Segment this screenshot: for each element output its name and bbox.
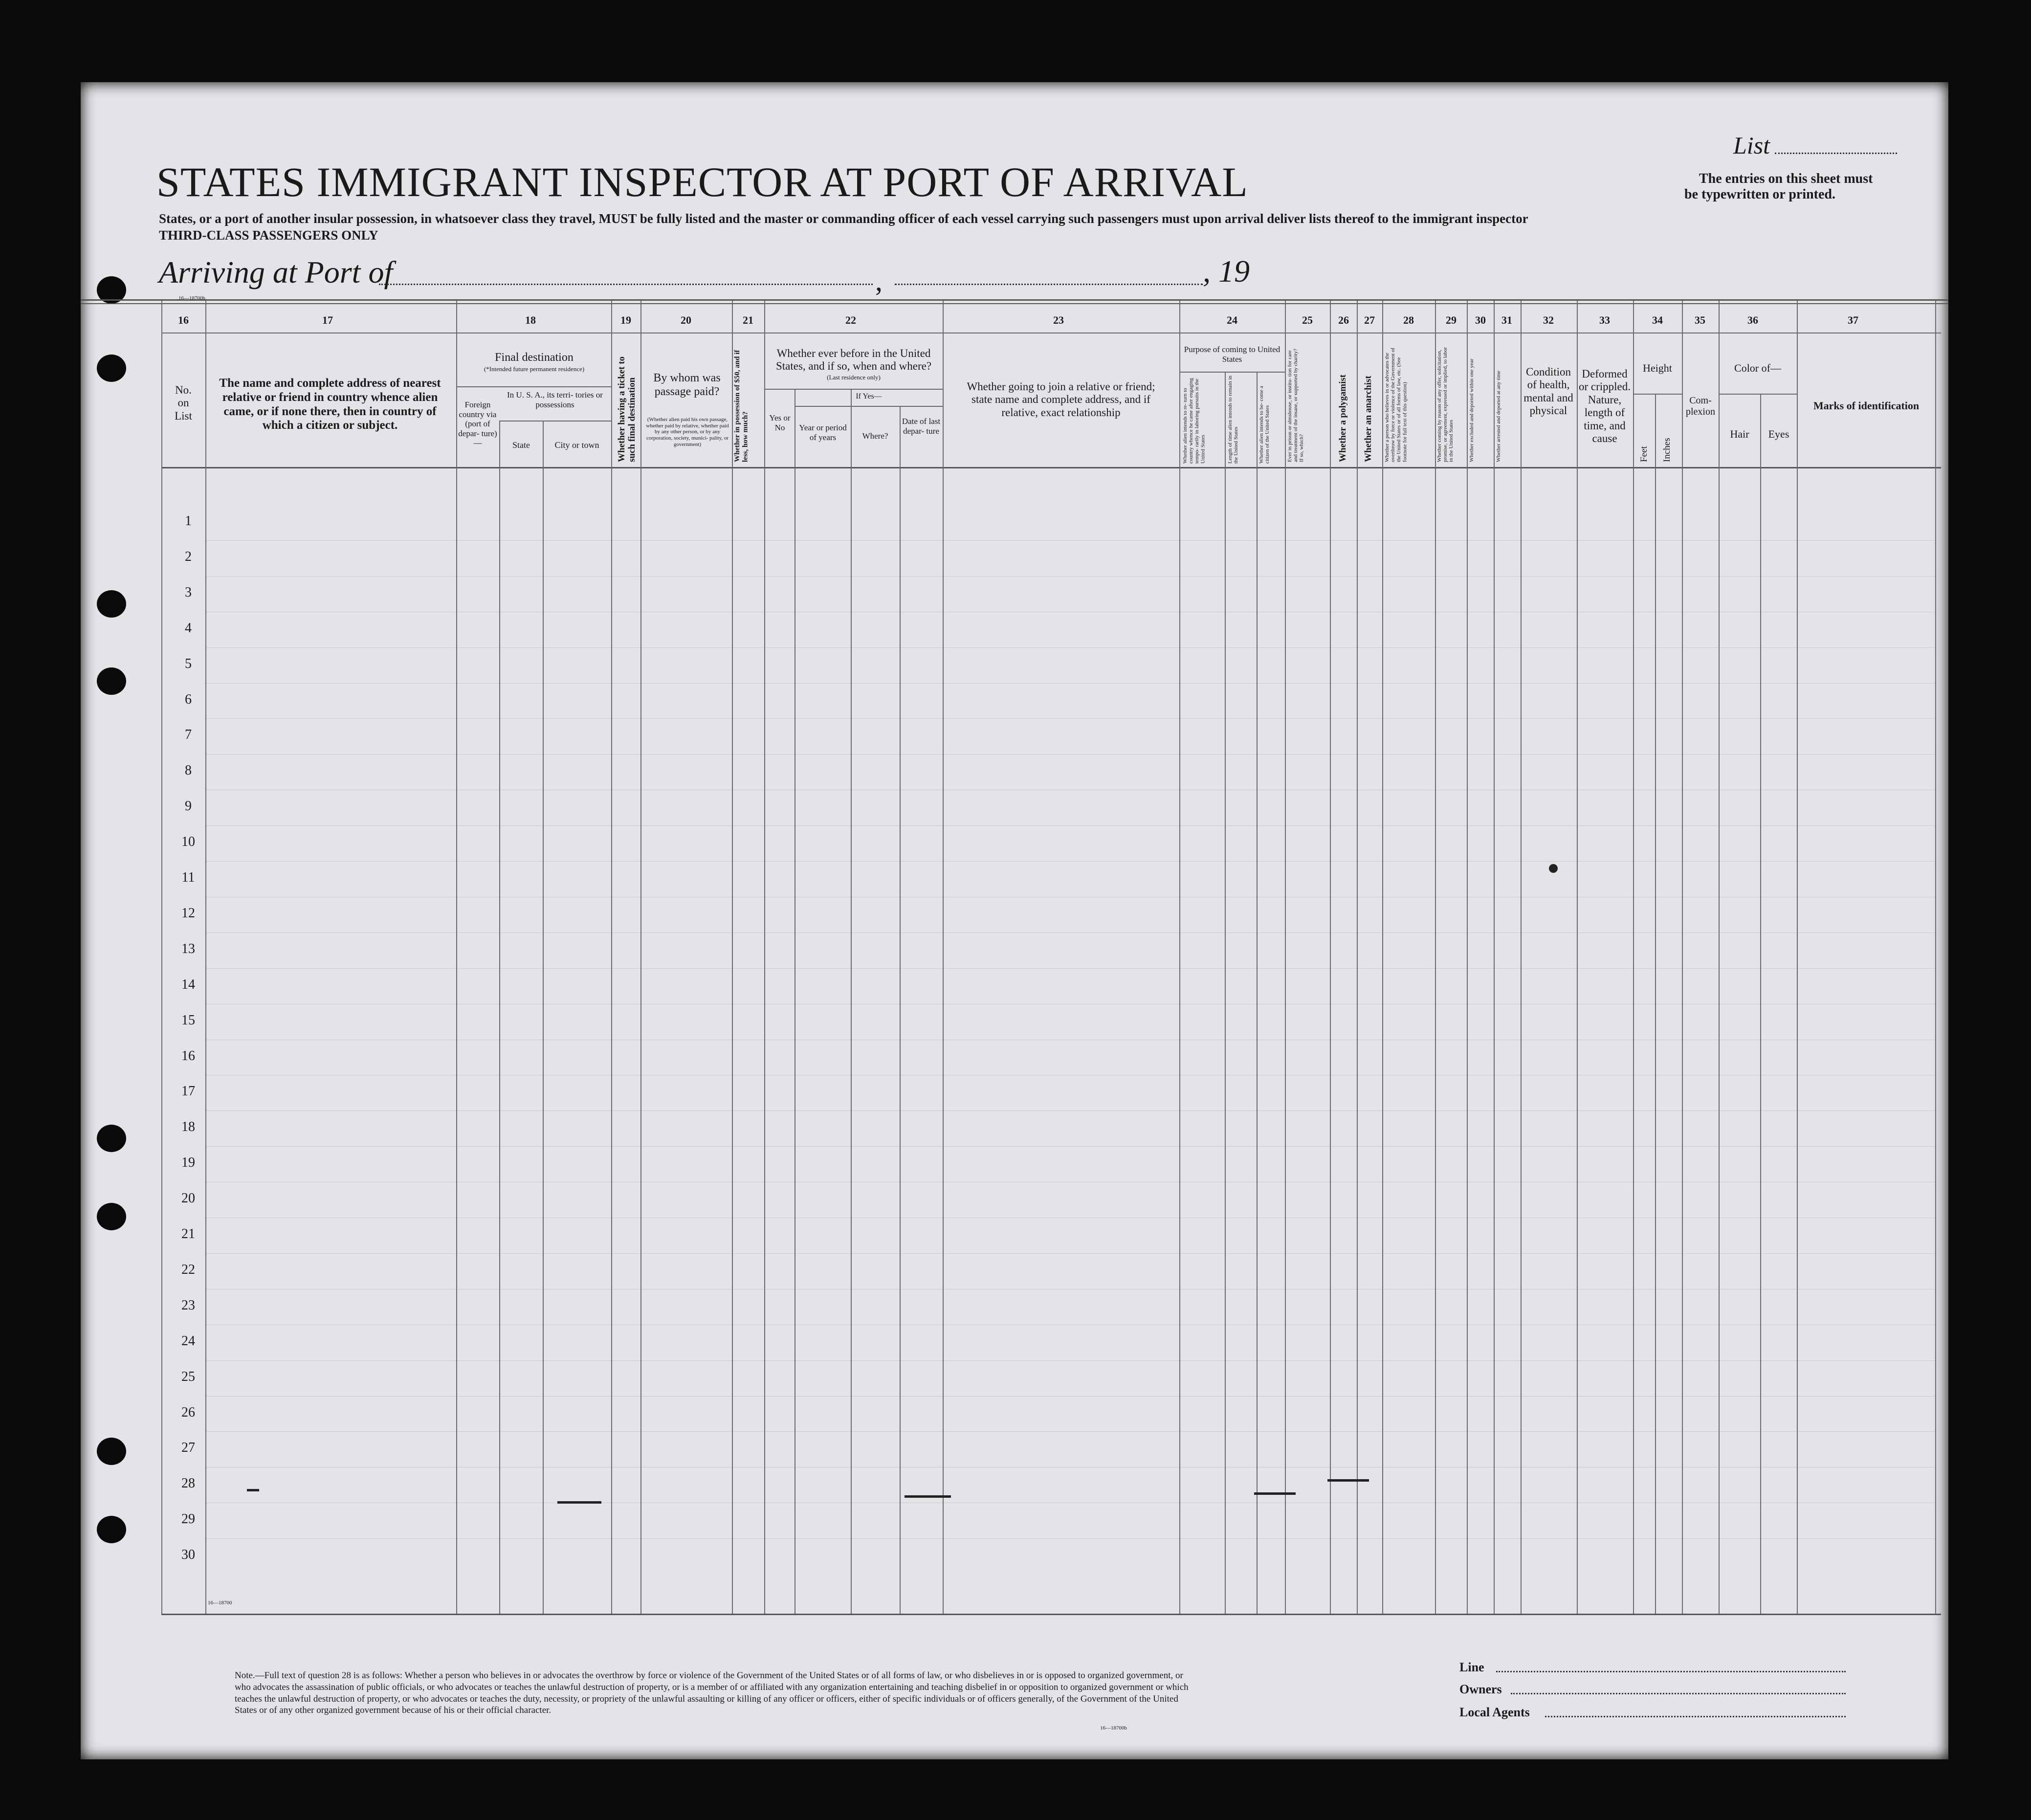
col-line	[543, 421, 544, 1614]
header-eyes: Eyes	[1768, 428, 1789, 440]
header-arrested: Whether arrested and deported at any time	[1496, 371, 1501, 462]
colnum-34: 34	[1652, 314, 1663, 326]
row-rule	[205, 540, 1935, 541]
row-rule	[205, 1360, 1935, 1361]
line-label: Line	[1459, 1660, 1484, 1674]
header-nearest-relative: The name and complete address of nearest relative or friend in country whence alien came, or if none there, then in country of which a citizen or subject.	[219, 377, 441, 432]
header-passage-paid: By whom was passage paid?	[653, 372, 721, 398]
col-line	[1225, 372, 1226, 1614]
col-line	[1655, 394, 1656, 1614]
row-rule	[205, 683, 1935, 684]
colnum-19: 19	[620, 314, 631, 326]
arriving-label: Arriving at Port of	[159, 255, 393, 289]
col-line	[1521, 301, 1522, 1614]
row-rule	[205, 718, 1935, 719]
hdr-rule-18	[456, 386, 611, 387]
header-city: City or town	[554, 440, 599, 450]
punch-hole-icon	[97, 1125, 126, 1152]
local-agents-field[interactable]	[1545, 1716, 1846, 1717]
colnum-30: 30	[1475, 314, 1486, 326]
col-line	[1682, 301, 1683, 1614]
row-number: 25	[181, 1369, 195, 1384]
header-final-destination-note: (*Intended future permanent residence)	[484, 365, 585, 373]
colnum-37: 37	[1848, 314, 1858, 326]
row-rule	[205, 968, 1935, 969]
colnum-24: 24	[1227, 314, 1237, 326]
header-year-period: Year or period of years	[799, 423, 847, 442]
col-line	[1435, 301, 1436, 1614]
colnum-21: 21	[743, 314, 753, 326]
owners-label: Owners	[1459, 1682, 1502, 1696]
row-rule	[205, 754, 1935, 755]
ink-mark	[557, 1501, 601, 1504]
header-last-residence: (Last residence only)	[827, 374, 881, 381]
colnum-36: 36	[1747, 314, 1758, 326]
row-number: 19	[181, 1155, 195, 1171]
colnum-20: 20	[681, 314, 691, 326]
hdr-rule-22b	[795, 406, 943, 407]
header-no-on-list: No. on List	[175, 384, 192, 422]
table-top-rule-2	[81, 303, 1948, 304]
header-inches: Inches	[1662, 438, 1672, 462]
row-rule	[205, 825, 1935, 826]
header-passage-note: (Whether alien paid his own passage, whether paid by relative, whether paid by any other person, or by any corporation, society, munici- pality, or government)	[646, 417, 729, 447]
header-purpose-a: Whether alien intends to re- turn to country whence he came after engaging tempo- rarily in laboring pursuits in the United States	[1182, 378, 1206, 464]
typewritten-note-2: be typewritten or printed.	[1684, 187, 1835, 202]
row-rule	[205, 1431, 1935, 1432]
punch-hole-icon	[97, 667, 126, 695]
header-labor-offer: Whether coming by reason of any offer, solicitation, promise, or agreement, expressed or implied, to labor in the United States	[1436, 347, 1455, 462]
colnum-25: 25	[1302, 314, 1313, 326]
header-marks-identification: Marks of identification	[1813, 400, 1920, 412]
header-height: Height	[1643, 362, 1672, 374]
footnote: Note.—Full text of question 28 is as follows: Whether a person who believes in or advocates the overthrow by force or violence of the Government of the United States or of all forms of law, or who disbelieves in or is opposed to organized government, or who advocates the assassination of public officials, or who advocates or teaches the unlawful destruction of property, or is a member of or affiliated with any organization entertaining and teaching disbelief in or opposition to organized government or which teaches the unlawful destruction of property, or who advocates or teaches the duty, necessity, or propriety of the unlawful assaulting or killing of any officer or officers, either of specific individuals or of officers generally, of the Government of the United States or of any other organized government because of his or their official character.	[235, 1670, 1189, 1716]
manifest-sheet	[81, 82, 1948, 1759]
header-if-yes: If Yes—	[856, 392, 882, 400]
col-line	[1633, 301, 1634, 1614]
local-agents-label: Local Agents	[1459, 1705, 1530, 1719]
hdr-rule-22	[764, 389, 943, 390]
row-number: 16	[181, 1048, 195, 1064]
colnum-16: 16	[178, 314, 189, 326]
hdr-rule-24	[1179, 372, 1285, 373]
col-line	[1382, 301, 1383, 1614]
header-excluded: Whether excluded and deported within one year	[1469, 358, 1475, 462]
punch-hole-icon	[97, 590, 126, 618]
col-line	[1330, 301, 1331, 1614]
owners-field[interactable]	[1511, 1693, 1846, 1694]
col-line	[943, 301, 944, 1614]
row-number: 27	[181, 1440, 195, 1456]
row-number: 21	[181, 1226, 195, 1242]
header-prison: Ever in prison or almshouse, or institu- tion for care and treatment of the insane, or supported by charity? If so, which?	[1287, 349, 1305, 462]
row-number: 17	[181, 1084, 195, 1099]
row-number: 14	[181, 977, 195, 992]
comma: ,	[875, 265, 883, 297]
form-number-top: 16—18700b	[178, 295, 205, 301]
header-join-relative: Whether going to join a relative or friend; state name and complete address, and if relative, exact relationship	[967, 380, 1155, 419]
colnum-17: 17	[322, 314, 333, 326]
table-bottom-rule	[161, 1614, 1941, 1615]
row-number: 23	[181, 1297, 195, 1313]
row-number: 4	[185, 620, 192, 636]
header-deformed: Deformed or crippled. Nature, length of time, and cause	[1578, 368, 1631, 445]
ink-mark	[1327, 1479, 1369, 1482]
colnum-23: 23	[1053, 314, 1064, 326]
col-line	[1760, 394, 1761, 1614]
colnum-32: 32	[1543, 314, 1554, 326]
table-top-rule	[81, 299, 1948, 301]
colnum-27: 27	[1364, 314, 1375, 326]
col-line	[732, 301, 733, 1614]
row-rule	[205, 1396, 1935, 1397]
hdr-rule-36	[1719, 394, 1797, 395]
row-number: 6	[185, 691, 192, 707]
row-number: 8	[185, 763, 192, 778]
colnum-35: 35	[1695, 314, 1705, 326]
header-ticket: Whether having a ticket to such final destination	[617, 356, 637, 462]
header-state: State	[512, 440, 530, 450]
header-anarchist: Whether an anarchist	[1363, 376, 1373, 462]
col-line	[1467, 301, 1468, 1614]
row-number: 15	[181, 1012, 195, 1028]
header-bottom-rule	[161, 467, 1941, 468]
row-number: 1	[185, 513, 192, 529]
header-complexion: Com- plexion	[1686, 395, 1715, 417]
col-line	[1257, 372, 1258, 1614]
col-line	[611, 301, 612, 1614]
ink-mark	[905, 1495, 951, 1498]
header-fifty-dollars: Whether in possession of $50, and if less, how much?	[733, 350, 750, 462]
header-purpose-b: Length of time alien intends to remain in the United States	[1227, 376, 1239, 464]
col-line	[900, 406, 901, 1614]
col-line	[851, 389, 852, 1614]
colnum-18: 18	[525, 314, 536, 326]
colnum-26: 26	[1338, 314, 1349, 326]
row-number: 26	[181, 1404, 195, 1420]
ink-mark	[247, 1489, 259, 1491]
colnum-29: 29	[1446, 314, 1457, 326]
row-number: 30	[181, 1547, 195, 1563]
row-rule	[205, 647, 1935, 648]
row-rule	[205, 1110, 1935, 1111]
port-field[interactable]	[379, 284, 873, 285]
ink-dot	[1549, 864, 1558, 873]
year-field[interactable]: , 19	[1203, 254, 1250, 289]
typewritten-note-1: The entries on this sheet must	[1699, 171, 1873, 186]
col-line	[499, 421, 500, 1614]
row-number: 3	[185, 584, 192, 600]
colnum-22: 22	[845, 314, 856, 326]
hdr-rule-34	[1633, 394, 1682, 395]
form-number-note: 16—18700b	[1100, 1725, 1127, 1731]
header-feet: Feet	[1639, 446, 1649, 462]
col-line	[1357, 301, 1358, 1614]
colnum-31: 31	[1501, 314, 1512, 326]
list-label: List	[1733, 132, 1770, 159]
header-condition-health: Condition of health, mental and physical	[1523, 366, 1573, 417]
col-line	[1577, 301, 1578, 1614]
punch-hole-icon	[97, 1438, 126, 1465]
header-where: Where?	[862, 431, 888, 441]
hdr-rule-18b	[499, 421, 611, 422]
col-line	[640, 301, 641, 1614]
header-purpose-c: Whether alien intends to be- come a citizen of the United States	[1258, 386, 1271, 464]
header-hair: Hair	[1730, 428, 1749, 440]
col-line	[1935, 301, 1936, 1614]
header-final-destination: Final destination	[495, 351, 574, 364]
row-number: 24	[181, 1333, 195, 1349]
row-number: 28	[181, 1476, 195, 1491]
punch-hole-icon	[97, 1203, 126, 1230]
date-field[interactable]	[895, 284, 1203, 285]
col-line	[1494, 301, 1495, 1614]
line-field[interactable]	[1496, 1671, 1846, 1672]
header-date-departure: Date of last depar- ture	[902, 417, 941, 436]
row-rule	[205, 576, 1935, 577]
row-number: 12	[181, 905, 195, 921]
row-rule	[205, 1146, 1935, 1147]
header-in-usa: In U. S. A., its terri- tories or possessions	[507, 390, 603, 409]
col-line	[1719, 301, 1720, 1614]
row-number: 18	[181, 1119, 195, 1135]
row-rule	[205, 1253, 1935, 1254]
colnum-28: 28	[1403, 314, 1414, 326]
col-line	[764, 301, 765, 1614]
page-title: STATES IMMIGRANT INSPECTOR AT PORT OF ARRIVAL	[156, 158, 1248, 205]
row-number: 5	[185, 656, 192, 671]
col-line	[1179, 301, 1180, 1614]
header-purpose: Purpose of coming to United States	[1184, 345, 1280, 364]
ink-mark	[1254, 1492, 1296, 1495]
col-line	[456, 301, 457, 1614]
header-subtitle: States, or a port of another insular possession, in whatsoever class they travel, MUST be fully listed and the master or commanding officer of each vessel carrying such passengers must upon arrival deliver lists thereof to the immigrant inspector	[159, 211, 1528, 226]
colnum-33: 33	[1599, 314, 1610, 326]
row-number: 2	[185, 549, 192, 564]
row-rule	[205, 932, 1935, 933]
col-line	[161, 301, 162, 1614]
row-number: 13	[181, 941, 195, 956]
col-line	[1797, 301, 1798, 1614]
header-polygamist: Whether a polygamist	[1338, 374, 1348, 462]
header-ever-before: Whether ever before in the United States, and if so, when and where?	[775, 347, 932, 373]
row-number: 9	[185, 799, 192, 814]
row-number: 7	[185, 727, 192, 743]
row-number: 22	[181, 1262, 195, 1277]
header-yes-or-no: Yes or No	[769, 413, 791, 432]
form-number-left: 16—18700	[208, 1600, 232, 1606]
list-field[interactable]	[1775, 153, 1897, 154]
header-foreign-country: Foreign country via (port of depar- ture)—	[458, 400, 497, 448]
header-overthrow: Whether a person who believes in or advocates the overthrow by force or violence of the Government of the United States or of all forms of law, etc. (See footnote for full text of this question)	[1384, 348, 1408, 462]
row-number: 10	[181, 834, 195, 850]
row-rule	[205, 861, 1935, 862]
row-number: 20	[181, 1191, 195, 1206]
header-color-of: Color of—	[1734, 362, 1781, 374]
punch-hole-icon	[97, 1516, 126, 1543]
row-rule	[205, 1538, 1935, 1539]
col-line	[1285, 301, 1286, 1614]
punch-hole-icon	[97, 355, 126, 382]
class-line: THIRD-CLASS PASSENGERS ONLY	[159, 228, 378, 243]
row-number: 11	[181, 870, 195, 885]
row-number: 29	[181, 1511, 195, 1527]
